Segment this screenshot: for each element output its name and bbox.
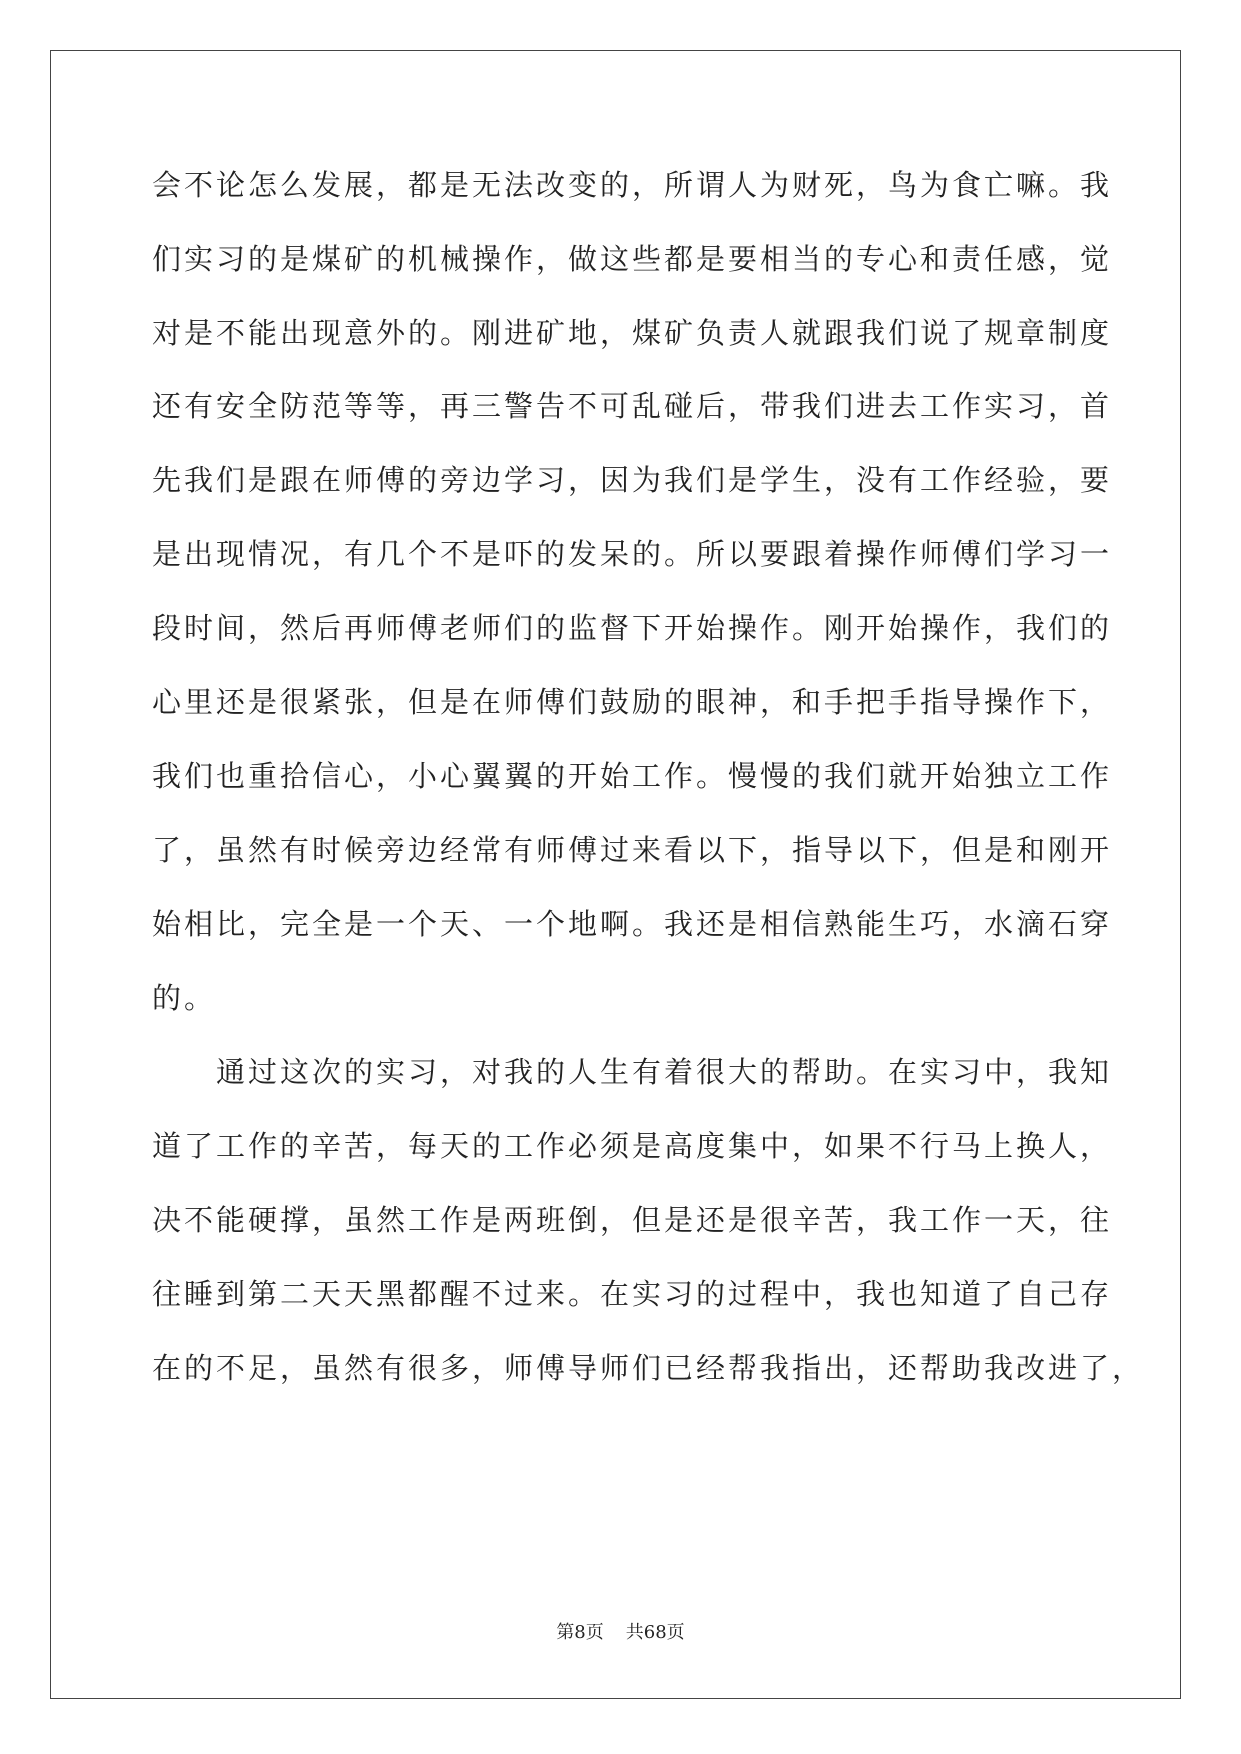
text-line: 们实习的是煤矿的机械操作，做这些都是要相当的专心和责任感，觉 xyxy=(152,242,1113,276)
text-line: 在的不足，虽然有很多，师傅导师们已经帮我指出，还帮助我改进了， xyxy=(152,1351,1145,1385)
text-line: 心里还是很紧张，但是在师傅们鼓励的眼神，和手把手指导操作下， xyxy=(152,685,1113,719)
text-line: 了，虽然有时候旁边经常有师傅过来看以下，指导以下，但是和刚开 xyxy=(152,833,1113,867)
text-line: 始相比，完全是一个天、一个地啊。我还是相信熟能生巧，水滴石穿 xyxy=(152,907,1113,941)
text-line: 是出现情况，有几个不是吓的发呆的。所以要跟着操作师傅们学习一 xyxy=(152,537,1113,571)
text-line: 对是不能出现意外的。刚进矿地，煤矿负责人就跟我们说了规章制度 xyxy=(152,316,1113,350)
text-line: 决不能硬撑，虽然工作是两班倒，但是还是很辛苦，我工作一天，往 xyxy=(152,1203,1113,1237)
text-line: 的。 xyxy=(152,981,217,1015)
page-total: 共68页 xyxy=(625,1622,685,1643)
page-footer xyxy=(0,1618,1241,1644)
text-line: 段时间，然后再师傅老师们的监督下开始操作。刚开始操作，我们的 xyxy=(152,611,1113,645)
page-border xyxy=(50,50,1181,1699)
text-line: 道了工作的辛苦，每天的工作必须是高度集中，如果不行马上换人， xyxy=(152,1129,1113,1163)
text-line: 还有安全防范等等，再三警告不可乱碰后，带我们进去工作实习，首 xyxy=(152,389,1113,423)
text-line: 会不论怎么发展，都是无法改变的，所谓人为财死，鸟为食亡嘛。我 xyxy=(152,168,1113,202)
text-line: 往睡到第二天天黑都醒不过来。在实习的过程中，我也知道了自己存 xyxy=(152,1277,1113,1311)
page-number: 第8页 xyxy=(556,1622,604,1643)
text-line: 先我们是跟在师傅的旁边学习，因为我们是学生，没有工作经验，要 xyxy=(152,463,1113,497)
text-line: 通过这次的实习，对我的人生有着很大的帮助。在实习中，我知 xyxy=(152,1055,1113,1089)
text-line: 我们也重拾信心，小心翼翼的开始工作。慢慢的我们就开始独立工作 xyxy=(152,759,1113,793)
